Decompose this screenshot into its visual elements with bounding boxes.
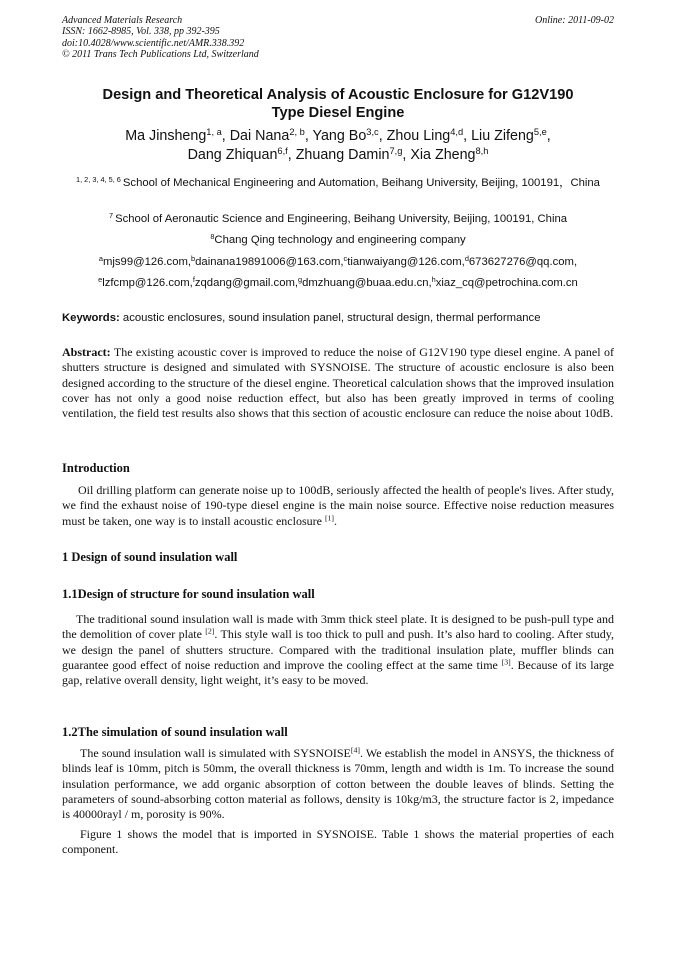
paragraph-text: The traditional sound insulation wall is made with 3mm thick steel plate. It is designed to be push-pull type and the demolition of cover plate bbox=[62, 612, 614, 642]
author-name: Xia Zheng bbox=[410, 147, 476, 163]
citation: [4] bbox=[350, 745, 360, 755]
section-heading-1: 1 Design of sound insulation wall bbox=[62, 550, 238, 564]
affiliation-1 bbox=[62, 176, 614, 191]
paragraph-text: . This style wall is too thick to pull and push. It’s also hard to cooling. After study, we design the panel of shutters structure. Compared with the traditional insulation plate, muffler blinds can guarantee good effect of noise reduction and improve the cooling effect at the same time bbox=[62, 627, 615, 672]
paragraph-text: Oil drilling platform can generate noise up to 100dB, seriously affected the health of people's lives. After study, we find the exhaust noise of 190-type diesel engine is the main noise source. Effective noise reduction measures must be taken, one way is to install acoustic enclosure bbox=[62, 483, 614, 528]
title-line-1: Design and Theoretical Analysis of Acoustic Enclosure for G12V190 bbox=[102, 87, 574, 103]
abstract-label: Abstract: bbox=[62, 345, 111, 359]
copyright-line: © 2011 Trans Tech Publications Ltd, Switzerland bbox=[62, 48, 259, 60]
paragraph-text: The sound insulation wall is simulated with SYSNOISE bbox=[80, 746, 351, 760]
author-separator: , bbox=[546, 128, 551, 144]
email-address: lzfcmp@126.com, bbox=[102, 277, 193, 289]
citation: [1] bbox=[324, 513, 335, 523]
affiliation-text: School of Mechanical Engineering and Automation, Beihang University, Beijing, 100191，China bbox=[122, 177, 600, 189]
author-affiliation-mark: 5,e bbox=[533, 126, 547, 137]
affiliation-text: Chang Qing technology and engineering company bbox=[214, 234, 466, 246]
email-address: mjs99@126.com, bbox=[102, 256, 192, 268]
author-affiliation-mark: 2, b bbox=[289, 126, 305, 137]
email-address: xiaz_cq@petrochina.com.cn bbox=[435, 277, 578, 289]
email-mark: b bbox=[191, 253, 196, 263]
author-name: Yang Bo bbox=[312, 128, 367, 144]
paragraph-text: . bbox=[334, 513, 338, 528]
email-address: dainana19891006@163.com, bbox=[195, 256, 344, 268]
author-affiliation-mark: 1, a bbox=[206, 126, 222, 137]
section-1-1-paragraph bbox=[62, 612, 614, 688]
author-affiliation-mark: 7,g bbox=[389, 145, 403, 156]
section-1-2-paragraph bbox=[62, 746, 614, 822]
affiliation-text: School of Aeronautic Science and Engineering, Beihang University, Beijing, 100191, China bbox=[115, 213, 568, 225]
paper-title bbox=[62, 86, 614, 122]
section-1-2-paragraph-2: Figure 1 shows the model that is imported in SYSNOISE. Table 1 shows the material properties of each component. bbox=[62, 827, 614, 857]
author-separator: , bbox=[402, 147, 411, 163]
author-name: Zhou Ling bbox=[386, 128, 451, 144]
author-name: Zhuang Damin bbox=[295, 147, 390, 163]
email-address: tianwaiyang@126.com, bbox=[347, 256, 465, 268]
email-mark: c bbox=[343, 253, 348, 263]
author-affiliation-mark: 6,f bbox=[277, 145, 288, 156]
journal-header bbox=[62, 15, 259, 60]
paragraph-text: . Because of its large gap, relative overall density, light weight, it’s easy to be moved. bbox=[62, 657, 615, 688]
section-heading-introduction: Introduction bbox=[62, 461, 130, 475]
author-separator: , bbox=[463, 128, 472, 144]
author-separator: , bbox=[287, 147, 296, 163]
keywords-text: acoustic enclosures, sound insulation panel, structural design, thermal performance bbox=[122, 312, 541, 324]
email-mark: a bbox=[98, 253, 103, 263]
online-date: Online: 2011-09-02 bbox=[535, 15, 614, 26]
paragraph-text: . We establish the model in ANSYS, the thickness of blinds leaf is 10mm, pitch is 50mm, the overall thickness is 70mm, length and width is 1m. To increase the sound insulation performance, we add organic absorption of cotton between the double leaves of blinds. Setting the parameters of sound-absorbing cotton material as follows, density is 10kg/m3, the structure factor is 2, impedance is 40000rayl / m, porosity is 90%. bbox=[62, 746, 614, 822]
email-line-2 bbox=[62, 276, 614, 291]
affiliation-mark: 7 bbox=[108, 210, 116, 220]
doi-line: doi:10.4028/www.scientific.net/AMR.338.392 bbox=[62, 37, 245, 49]
author-separator: , bbox=[221, 128, 230, 144]
affiliation-3 bbox=[62, 233, 614, 248]
affiliation-mark: 1, 2, 3, 4, 5, 6 bbox=[76, 174, 123, 184]
author-name: Dai Nana bbox=[229, 128, 290, 144]
author-separator: , bbox=[304, 128, 313, 144]
author-affiliation-mark: 8,h bbox=[475, 145, 489, 156]
abstract-text: The existing acoustic cover is improved to reduce the noise of G12V190 type diesel engine. A panel of shutters structure is designed and simulated with SYSNOISE. The structure of acoustic enclosure is also been designed according to the structure of the diesel engine. Theoretical calculation shows that the improved insulation cover has not only a good noise reduction effect, but also has been greatly improved in terms of cooling ventilation, the field test results also shows that this section of acoustic enclosure can reduce the noise about 10dB. bbox=[62, 345, 614, 421]
affiliation-mark: 8 bbox=[210, 231, 215, 241]
email-mark: f bbox=[192, 274, 195, 284]
email-address: dmzhuang@buaa.edu.cn, bbox=[302, 277, 432, 289]
abstract bbox=[62, 345, 614, 421]
citation: [3] bbox=[501, 657, 511, 667]
email-address: 673627276@qq.com, bbox=[468, 256, 578, 268]
email-mark: h bbox=[431, 274, 436, 284]
citation: [2] bbox=[205, 627, 215, 637]
affiliation-2 bbox=[62, 212, 614, 227]
author-name: Liu Zifeng bbox=[471, 128, 534, 144]
introduction-paragraph bbox=[62, 483, 614, 529]
section-heading-1-2: 1.2The simulation of sound insulation wall bbox=[62, 725, 288, 739]
author-affiliation-mark: 3,c bbox=[366, 126, 379, 137]
author-name: Ma Jinsheng bbox=[125, 128, 207, 144]
author-list bbox=[62, 127, 614, 165]
journal-name: Advanced Materials Research bbox=[62, 15, 183, 26]
author-affiliation-mark: 4,d bbox=[450, 126, 464, 137]
email-line-1 bbox=[62, 255, 614, 270]
keywords-label: Keywords: bbox=[62, 312, 120, 324]
keywords bbox=[62, 311, 614, 326]
email-mark: e bbox=[98, 274, 103, 284]
author-name: Dang Zhiquan bbox=[187, 147, 278, 163]
issn-line: ISSN: 1662-8985, Vol. 338, pp 392-395 bbox=[62, 26, 220, 38]
author-separator: , bbox=[378, 128, 387, 144]
title-line-2: Type Diesel Engine bbox=[271, 105, 405, 121]
section-heading-1-1: 1.1Design of structure for sound insulation wall bbox=[62, 587, 315, 601]
email-address: zqdang@gmail.com, bbox=[194, 277, 299, 289]
email-mark: g bbox=[298, 274, 303, 284]
email-mark: d bbox=[464, 253, 469, 263]
